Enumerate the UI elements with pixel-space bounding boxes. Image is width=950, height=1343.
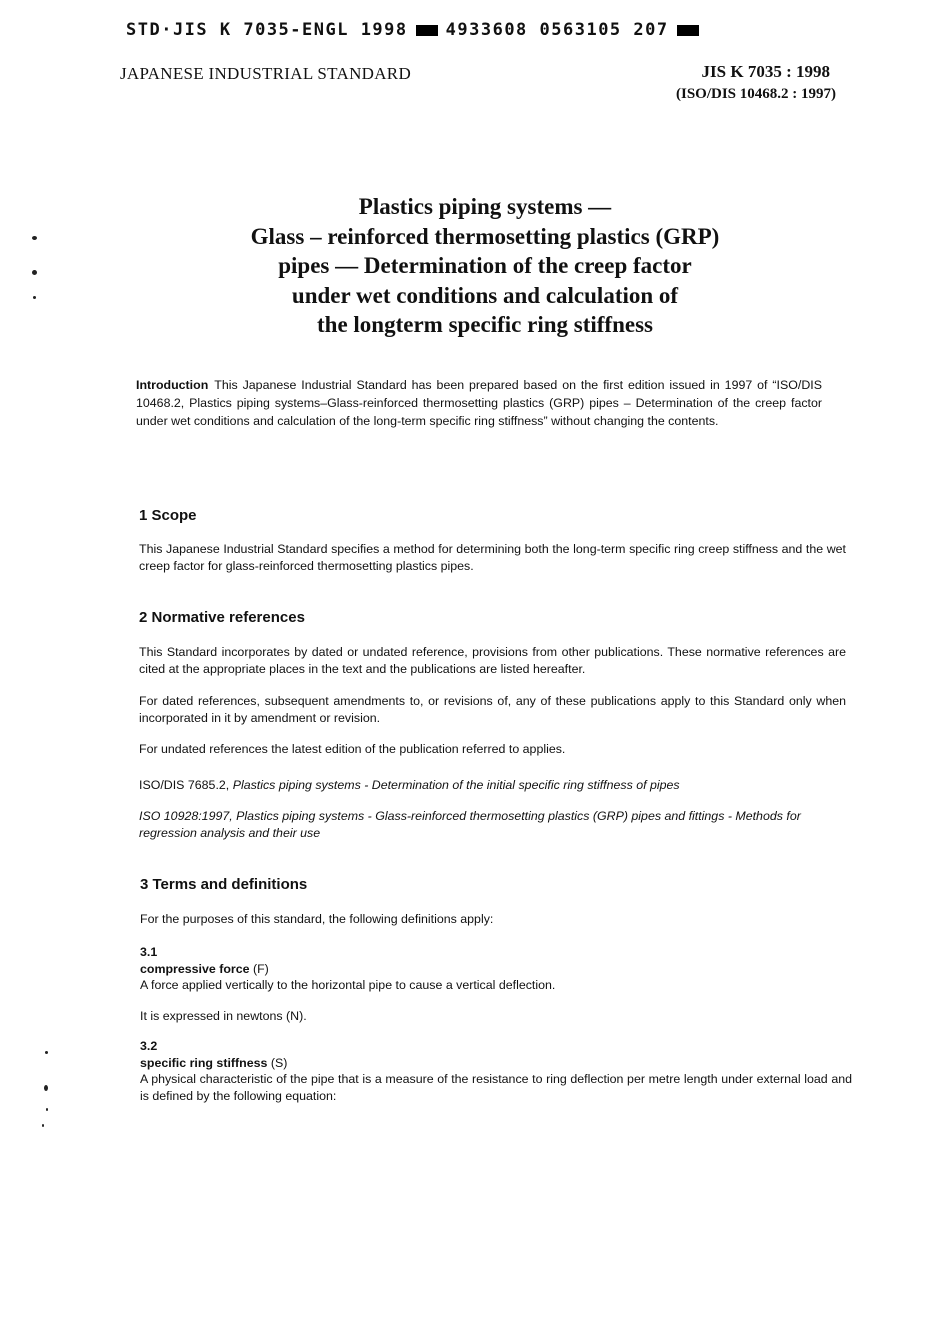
- reference-title: Plastics piping systems - Determination of the initial specific ring stiffness of pipes: [232, 778, 680, 792]
- scan-speck: [42, 1124, 44, 1127]
- reference-code: ISO/DIS 7685.2,: [139, 778, 230, 792]
- scope-paragraph: This Japanese Industrial Standard specifies a method for determining both the long-term specific ring creep stiffness and the wet creep factor for glass-reinforced thermosetting plastics pipes.: [139, 542, 846, 573]
- title-line: Glass – reinforced thermosetting plastics (GRP): [250, 223, 720, 249]
- document-title: [0, 192, 950, 340]
- scan-speck: [32, 270, 37, 275]
- section-heading-terms: 3 Terms and definitions: [140, 876, 308, 893]
- definition-term: specific ring stiffness: [140, 1055, 268, 1070]
- normative-paragraph-2: For dated references, subsequent amendments to, or revisions of, any of these publications apply to this Standard only when incorporated in it by amendment or revision.: [139, 694, 846, 725]
- scan-line-left: STD·JIS K 7035-ENGL 1998: [126, 20, 408, 40]
- iso-reference: (ISO/DIS 10468.2 : 1997): [675, 86, 836, 102]
- title-line: the longterm specific ring stiffness: [317, 312, 653, 337]
- scan-speck: [46, 1108, 48, 1111]
- reference-title: Plastics piping systems - Glass-reinforced thermosetting plastics (GRP) pipes and fittings - Methods for regression analysis and their use: [139, 809, 801, 840]
- section-heading-scope: 1 Scope: [139, 507, 197, 524]
- definition-text: A force applied vertically to the horizontal pipe to cause a vertical deflection.: [140, 978, 556, 992]
- scan-speck: [45, 1051, 48, 1054]
- normative-reference-1: [139, 777, 846, 794]
- definition-symbol: (F): [252, 961, 269, 976]
- definition-term-line: [140, 961, 852, 978]
- title-line: Plastics piping systems —: [358, 194, 612, 219]
- redaction-block: [416, 25, 438, 36]
- definition-term-line: [140, 1055, 852, 1072]
- definition-number: 3.1: [140, 945, 158, 959]
- scan-line-right: 4933608 0563105 207: [445, 20, 669, 40]
- definition-symbol: (S): [270, 1055, 288, 1070]
- definition-term: compressive force: [140, 961, 250, 976]
- scan-speck: [44, 1085, 48, 1091]
- normative-paragraph-1: This Standard incorporates by dated or undated reference, provisions from other publications. These normative references are cited at the appropriate places in the text and the publications are listed hereafter.: [139, 645, 846, 676]
- normative-reference-2: [139, 808, 819, 842]
- introduction-paragraph: [136, 376, 822, 430]
- reference-code: ISO 10928:1997,: [139, 809, 233, 823]
- redaction-block: [677, 25, 699, 36]
- definition-number: 3.2: [140, 1039, 158, 1053]
- scan-header-line: [126, 20, 707, 40]
- title-line: pipes — Determination of the creep factor: [278, 253, 692, 278]
- terms-intro: For the purposes of this standard, the following definitions apply:: [140, 912, 494, 926]
- definitions-list: [140, 944, 852, 1104]
- scan-speck: [32, 236, 37, 240]
- introduction-text: This Japanese Industrial Standard has been prepared based on the first edition issued in 1997 of “ISO/DIS 10468.2, Plastics piping systems–Glass-reinforced thermosetting plastics (GRP) pipes – Determination of the creep factor under wet conditions and calculation of the long-term specific ring stiffness” without changing the contents.: [136, 378, 822, 428]
- standard-organization: JAPANESE INDUSTRIAL STANDARD: [120, 64, 412, 83]
- definition-note: It is expressed in newtons (N).: [140, 1008, 307, 1023]
- standard-number: JIS K 7035 : 1998: [701, 62, 830, 81]
- definition-text: A physical characteristic of the pipe that is a measure of the resistance to ring deflection per metre length under external load and is defined by the following equation:: [140, 1072, 852, 1103]
- scan-speck: [33, 296, 36, 299]
- section-heading-normative-references: 2 Normative references: [139, 609, 305, 626]
- title-line: under wet conditions and calculation of: [291, 282, 679, 308]
- introduction-label: Introduction: [136, 378, 209, 392]
- normative-paragraph-3: For undated references the latest edition of the publication referred to applies.: [139, 742, 566, 756]
